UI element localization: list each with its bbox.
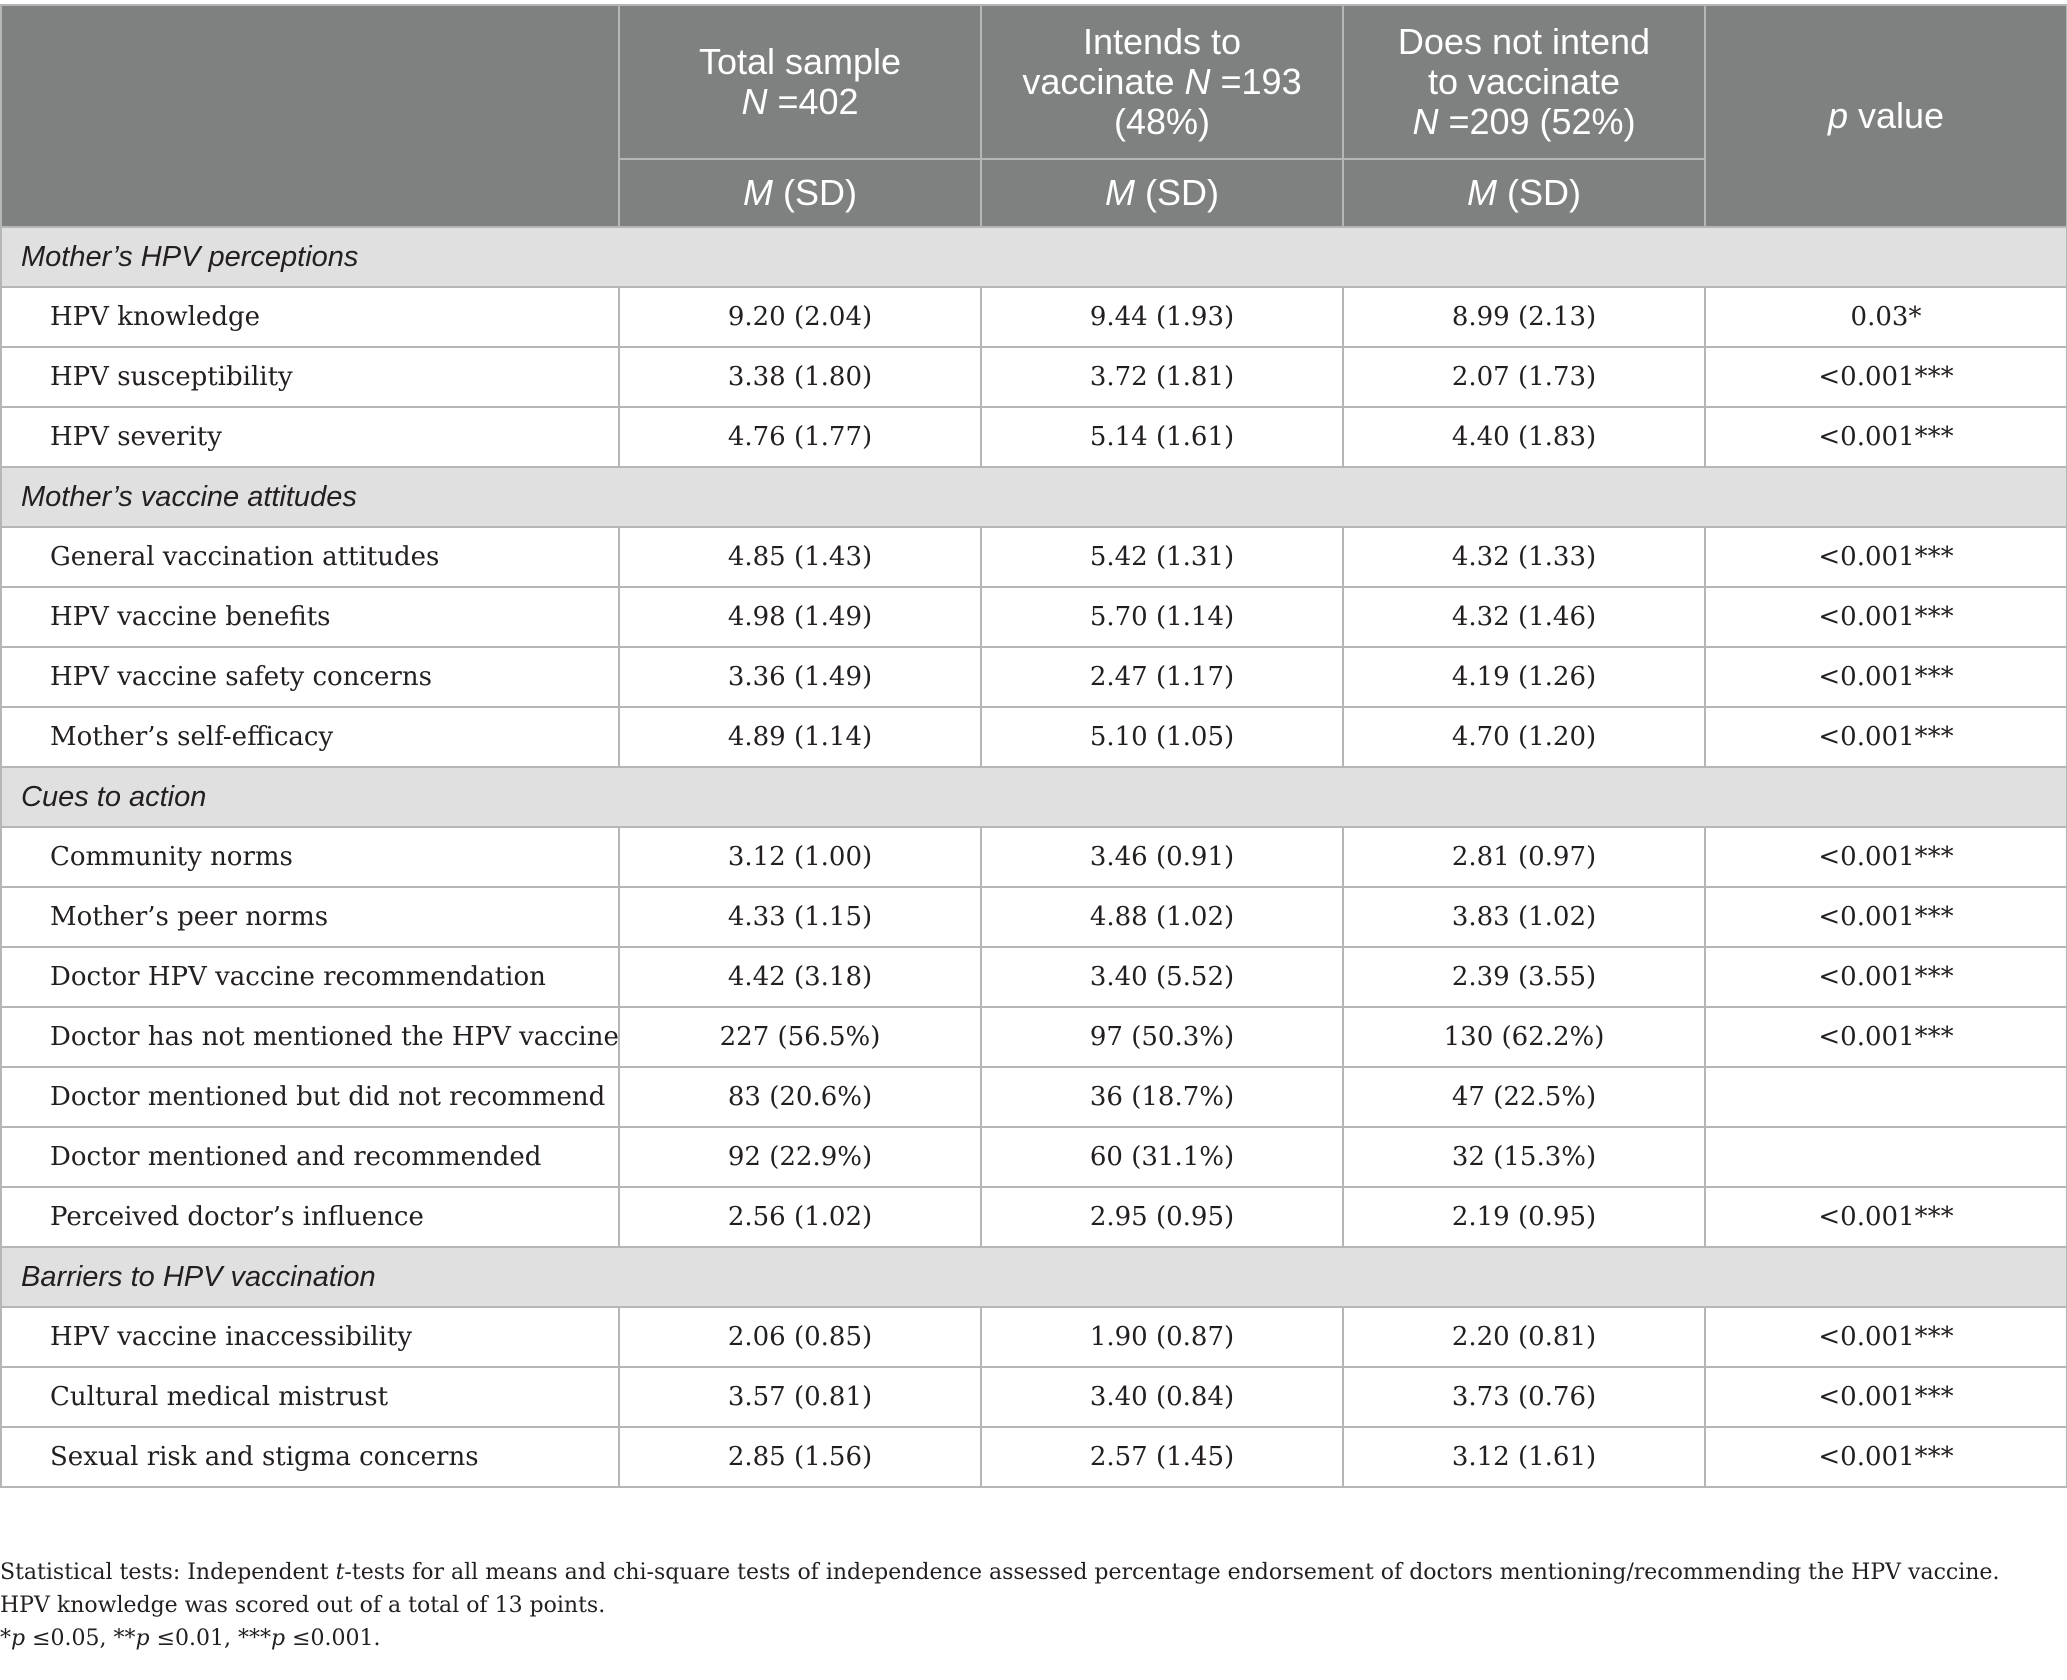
cell-total-sample: 3.36 (1.49) bbox=[619, 647, 981, 707]
cell-p-value: <0.001*** bbox=[1705, 587, 2067, 647]
cell-intends: 5.14 (1.61) bbox=[981, 407, 1343, 467]
header-row bbox=[1, 5, 2067, 159]
cell-total-sample: 92 (22.9%) bbox=[619, 1127, 981, 1187]
row-label: HPV vaccine benefits bbox=[1, 587, 619, 647]
sig-p1: p bbox=[11, 1626, 26, 1651]
subheader-m: M bbox=[743, 172, 773, 213]
cell-total-sample: 3.12 (1.00) bbox=[619, 827, 981, 887]
section-title: Barriers to HPV vaccination bbox=[1, 1247, 2067, 1307]
cell-total-sample: 3.57 (0.81) bbox=[619, 1367, 981, 1427]
cell-p-value bbox=[1705, 1127, 2067, 1187]
sig-level1: ≤0.05, ** bbox=[25, 1626, 136, 1651]
table-row bbox=[1, 1427, 2067, 1487]
header-p-rest: value bbox=[1847, 95, 1945, 136]
cell-not-intend: 32 (15.3%) bbox=[1343, 1127, 1705, 1187]
row-label: Mother’s peer norms bbox=[1, 887, 619, 947]
header-not-intend-n bbox=[1352, 102, 1696, 142]
row-label: HPV vaccine inaccessibility bbox=[1, 1307, 619, 1367]
table-row bbox=[1, 827, 2067, 887]
section-row bbox=[1, 1247, 2067, 1307]
subheader-m: M bbox=[1467, 172, 1497, 213]
sig-p2: p bbox=[135, 1626, 150, 1651]
cell-p-value: <0.001*** bbox=[1705, 1367, 2067, 1427]
table-row bbox=[1, 707, 2067, 767]
table-row bbox=[1, 1367, 2067, 1427]
header-p-label: p bbox=[1827, 95, 1848, 136]
section-title: Mother’s HPV perceptions bbox=[1, 227, 2067, 287]
cell-intends: 5.10 (1.05) bbox=[981, 707, 1343, 767]
cell-total-sample: 4.76 (1.77) bbox=[619, 407, 981, 467]
header-not-intend-line2: to vaccinate bbox=[1427, 61, 1621, 102]
row-label: Community norms bbox=[1, 827, 619, 887]
row-label: HPV knowledge bbox=[1, 287, 619, 347]
table-header bbox=[1, 5, 2067, 227]
cell-total-sample: 4.42 (3.18) bbox=[619, 947, 981, 1007]
cell-not-intend: 4.32 (1.46) bbox=[1343, 587, 1705, 647]
cell-total-sample: 4.33 (1.15) bbox=[619, 887, 981, 947]
cell-total-sample: 4.89 (1.14) bbox=[619, 707, 981, 767]
header-total-line1: Total sample bbox=[698, 41, 902, 82]
table-row bbox=[1, 1187, 2067, 1247]
cell-not-intend: 3.73 (0.76) bbox=[1343, 1367, 1705, 1427]
table-notes bbox=[0, 1556, 2040, 1655]
table-body bbox=[1, 227, 2067, 1487]
cell-not-intend: 130 (62.2%) bbox=[1343, 1007, 1705, 1067]
cell-intends: 36 (18.7%) bbox=[981, 1067, 1343, 1127]
cell-intends: 3.40 (0.84) bbox=[981, 1367, 1343, 1427]
cell-p-value: <0.001*** bbox=[1705, 347, 2067, 407]
cell-p-value: <0.001*** bbox=[1705, 827, 2067, 887]
cell-not-intend: 2.19 (0.95) bbox=[1343, 1187, 1705, 1247]
table-row bbox=[1, 1007, 2067, 1067]
cell-not-intend: 47 (22.5%) bbox=[1343, 1067, 1705, 1127]
cell-total-sample: 4.85 (1.43) bbox=[619, 527, 981, 587]
row-label: HPV vaccine safety concerns bbox=[1, 647, 619, 707]
header-intends-line1: Intends to bbox=[1082, 21, 1242, 62]
subheader-sd: (SD) bbox=[773, 172, 857, 213]
section-row bbox=[1, 467, 2067, 527]
cell-intends: 3.40 (5.52) bbox=[981, 947, 1343, 1007]
cell-intends: 60 (31.1%) bbox=[981, 1127, 1343, 1187]
cell-p-value: <0.001*** bbox=[1705, 407, 2067, 467]
cell-p-value: <0.001*** bbox=[1705, 707, 2067, 767]
cell-total-sample: 3.38 (1.80) bbox=[619, 347, 981, 407]
table-row bbox=[1, 347, 2067, 407]
stat-note-t: t bbox=[335, 1560, 345, 1585]
header-total-n-label: N bbox=[741, 81, 768, 122]
cell-p-value: <0.001*** bbox=[1705, 1307, 2067, 1367]
row-label: Doctor mentioned but did not recommend bbox=[1, 1067, 619, 1127]
table-row bbox=[1, 1127, 2067, 1187]
row-label: HPV susceptibility bbox=[1, 347, 619, 407]
header-total-n-value: =402 bbox=[777, 81, 859, 122]
header-intends-n-value: =193 bbox=[1210, 61, 1302, 102]
significance-note bbox=[0, 1622, 2040, 1655]
cell-intends: 3.46 (0.91) bbox=[981, 827, 1343, 887]
cell-intends: 9.44 (1.93) bbox=[981, 287, 1343, 347]
cell-p-value: 0.03* bbox=[1705, 287, 2067, 347]
row-label: Sexual risk and stigma concerns bbox=[1, 1427, 619, 1487]
cell-intends: 2.57 (1.45) bbox=[981, 1427, 1343, 1487]
header-empty-cell bbox=[1, 5, 619, 227]
header-total-n bbox=[628, 82, 972, 122]
stat-note-a: Statistical tests: Independent bbox=[0, 1560, 336, 1585]
sig-star1: * bbox=[0, 1626, 11, 1651]
stat-tests-note bbox=[0, 1556, 2040, 1622]
cell-intends: 4.88 (1.02) bbox=[981, 887, 1343, 947]
cell-not-intend: 2.39 (3.55) bbox=[1343, 947, 1705, 1007]
table-row bbox=[1, 1067, 2067, 1127]
table-row bbox=[1, 287, 2067, 347]
cell-p-value: <0.001*** bbox=[1705, 647, 2067, 707]
header-total-sample bbox=[619, 5, 981, 159]
cell-p-value bbox=[1705, 1067, 2067, 1127]
header-intends-line3: (48%) bbox=[1113, 101, 1211, 142]
cell-not-intend: 4.32 (1.33) bbox=[1343, 527, 1705, 587]
cell-total-sample: 9.20 (2.04) bbox=[619, 287, 981, 347]
cell-intends: 1.90 (0.87) bbox=[981, 1307, 1343, 1367]
table-row bbox=[1, 947, 2067, 1007]
section-row bbox=[1, 767, 2067, 827]
cell-not-intend: 2.20 (0.81) bbox=[1343, 1307, 1705, 1367]
cell-not-intend: 4.40 (1.83) bbox=[1343, 407, 1705, 467]
cell-p-value: <0.001*** bbox=[1705, 947, 2067, 1007]
header-intends-line2 bbox=[990, 62, 1334, 102]
cell-not-intend: 2.81 (0.97) bbox=[1343, 827, 1705, 887]
subheader-m: M bbox=[1105, 172, 1135, 213]
cell-p-value: <0.001*** bbox=[1705, 527, 2067, 587]
sig-level2: ≤0.01, *** bbox=[149, 1626, 271, 1651]
cell-p-value: <0.001*** bbox=[1705, 887, 2067, 947]
section-title: Cues to action bbox=[1, 767, 2067, 827]
header-p-value bbox=[1705, 5, 2067, 227]
row-label: Doctor has not mentioned the HPV vaccine bbox=[1, 1007, 619, 1067]
sig-p3: p bbox=[271, 1626, 286, 1651]
cell-intends: 5.70 (1.14) bbox=[981, 587, 1343, 647]
row-label: General vaccination attitudes bbox=[1, 527, 619, 587]
stat-note-b: -tests for all means and chi-square tests of independence assessed percentage endorsement of doctors mentioning/recommending the HPV vaccine. HPV knowledge was scored out of a total of 13 points. bbox=[0, 1560, 2000, 1618]
section-row bbox=[1, 227, 2067, 287]
header-not-intend-line1: Does not intend bbox=[1397, 21, 1651, 62]
row-label: Doctor mentioned and recommended bbox=[1, 1127, 619, 1187]
cell-not-intend: 2.07 (1.73) bbox=[1343, 347, 1705, 407]
table-row bbox=[1, 1307, 2067, 1367]
cell-intends: 2.47 (1.17) bbox=[981, 647, 1343, 707]
sig-level3: ≤0.001. bbox=[285, 1626, 381, 1651]
cell-total-sample: 2.06 (0.85) bbox=[619, 1307, 981, 1367]
results-table-container bbox=[0, 4, 2067, 1488]
header-not-intend-n-value: =209 (52%) bbox=[1438, 101, 1636, 142]
subheader-intends bbox=[981, 159, 1343, 227]
cell-p-value: <0.001*** bbox=[1705, 1007, 2067, 1067]
cell-total-sample: 227 (56.5%) bbox=[619, 1007, 981, 1067]
subheader-not-intend bbox=[1343, 159, 1705, 227]
row-label: Perceived doctor’s influence bbox=[1, 1187, 619, 1247]
cell-total-sample: 83 (20.6%) bbox=[619, 1067, 981, 1127]
row-label: Mother’s self-efficacy bbox=[1, 707, 619, 767]
row-label: Doctor HPV vaccine recommendation bbox=[1, 947, 619, 1007]
table-row bbox=[1, 407, 2067, 467]
cell-not-intend: 8.99 (2.13) bbox=[1343, 287, 1705, 347]
cell-not-intend: 3.12 (1.61) bbox=[1343, 1427, 1705, 1487]
table-row bbox=[1, 587, 2067, 647]
row-label: HPV severity bbox=[1, 407, 619, 467]
subheader-sd: (SD) bbox=[1497, 172, 1581, 213]
header-not-intend-n-label: N bbox=[1412, 101, 1439, 142]
cell-intends: 3.72 (1.81) bbox=[981, 347, 1343, 407]
row-label: Cultural medical mistrust bbox=[1, 1367, 619, 1427]
subheader-sd: (SD) bbox=[1135, 172, 1219, 213]
cell-intends: 5.42 (1.31) bbox=[981, 527, 1343, 587]
cell-not-intend: 3.83 (1.02) bbox=[1343, 887, 1705, 947]
cell-not-intend: 4.70 (1.20) bbox=[1343, 707, 1705, 767]
cell-total-sample: 2.85 (1.56) bbox=[619, 1427, 981, 1487]
cell-p-value: <0.001*** bbox=[1705, 1427, 2067, 1487]
subheader-total bbox=[619, 159, 981, 227]
cell-intends: 2.95 (0.95) bbox=[981, 1187, 1343, 1247]
table-row bbox=[1, 647, 2067, 707]
cell-intends: 97 (50.3%) bbox=[981, 1007, 1343, 1067]
table-row bbox=[1, 527, 2067, 587]
cell-total-sample: 2.56 (1.02) bbox=[619, 1187, 981, 1247]
results-table bbox=[0, 4, 2067, 1488]
table-row bbox=[1, 887, 2067, 947]
header-intends-n-label: N bbox=[1184, 61, 1211, 102]
header-not-intend bbox=[1343, 5, 1705, 159]
cell-not-intend: 4.19 (1.26) bbox=[1343, 647, 1705, 707]
section-title: Mother’s vaccine attitudes bbox=[1, 467, 2067, 527]
header-intends bbox=[981, 5, 1343, 159]
cell-total-sample: 4.98 (1.49) bbox=[619, 587, 981, 647]
cell-p-value: <0.001*** bbox=[1705, 1187, 2067, 1247]
header-intends-line2-text: vaccinate bbox=[1022, 61, 1185, 102]
